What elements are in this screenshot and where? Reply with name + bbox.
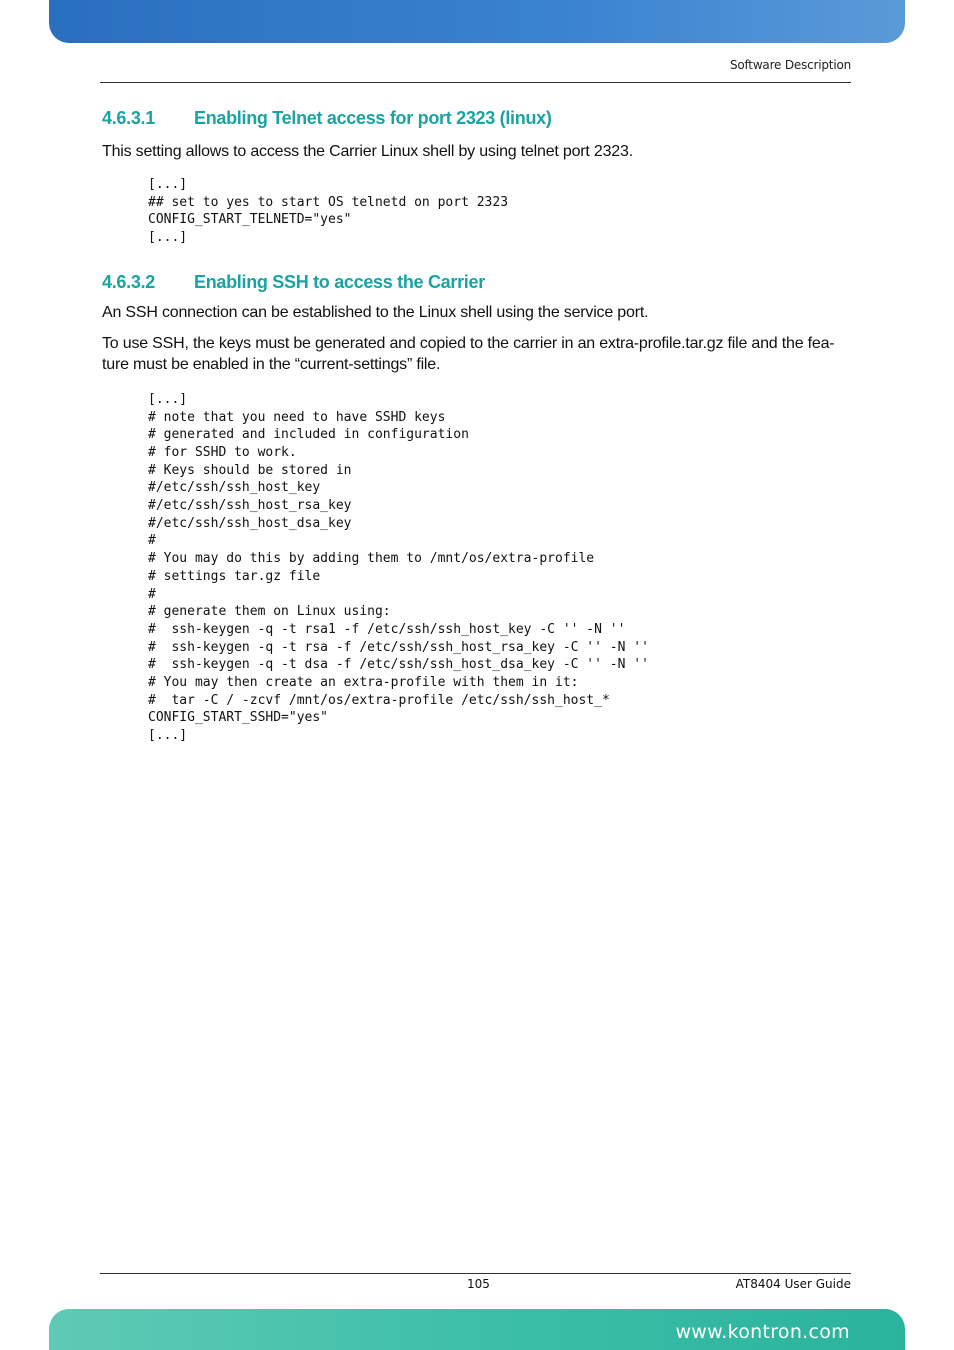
section-title: Enabling Telnet access for port 2323 (linux) — [194, 108, 552, 128]
section-title: Enabling SSH to access the Carrier — [194, 271, 485, 292]
ssh-paragraph-2: To use SSH, the keys must be generated and copied to the carrier in an extra-profile.tar.gz file and the fea-ture must be enabled in the “current-settings” file. — [102, 334, 835, 373]
section-number: 4.6.3.1 — [102, 108, 155, 128]
header-section-title: Software Description — [729, 58, 851, 72]
ssh-code-block: [...] # note that you need to have SSHD keys # generated and included in configuration # for SSHD to work. # Keys should be stored in #/etc/ssh/ssh_host_key #/etc/ssh/ssh_host_rsa_key #/etc/ssh/ssh_host_dsa_key # # You may do this by adding them to /mnt/os/extra-profile # settings tar.gz file # # generate them on Linux using: # ssh-keygen -q -t rsa1 -f /etc/ssh/ssh_host_key -C '' -N '' # ssh-keygen -q -t rsa -f /etc/ssh/ssh_host_rsa_key -C '' -N '' # ssh-keygen -q -t dsa -f /etc/ssh/ssh_host_dsa_key -C '' -N '' # You may then create an extra-profile with them in it: # tar -C / -zcvf /mnt/os/extra-profile /etc/ssh/ssh_host_* CONFIG_START_SSHD="yes" [...] — [148, 391, 649, 744]
website-link[interactable]: www.kontron.com — [675, 1321, 850, 1343]
page-content — [102, 108, 852, 745]
telnet-code-block: [...] ## set to yes to start OS telnetd on port 2323 CONFIG_START_TELNETD="yes" [...] — [148, 177, 509, 246]
page-number: 105 — [467, 1277, 490, 1291]
telnet-paragraph: This setting allows to access the Carrier Linux shell by using telnet port 2323. — [102, 143, 633, 160]
guide-name: AT8404 User Guide — [735, 1277, 851, 1291]
section-heading-telnet — [102, 108, 852, 129]
section-heading-ssh — [102, 272, 852, 293]
top-banner — [49, 0, 905, 43]
section-number: 4.6.3.2 — [102, 271, 155, 292]
header-divider — [100, 82, 851, 83]
footer-divider — [100, 1273, 851, 1274]
ssh-paragraph-1: An SSH connection can be established to the Linux shell using the service port. — [102, 303, 649, 321]
bottom-banner — [49, 1309, 905, 1350]
